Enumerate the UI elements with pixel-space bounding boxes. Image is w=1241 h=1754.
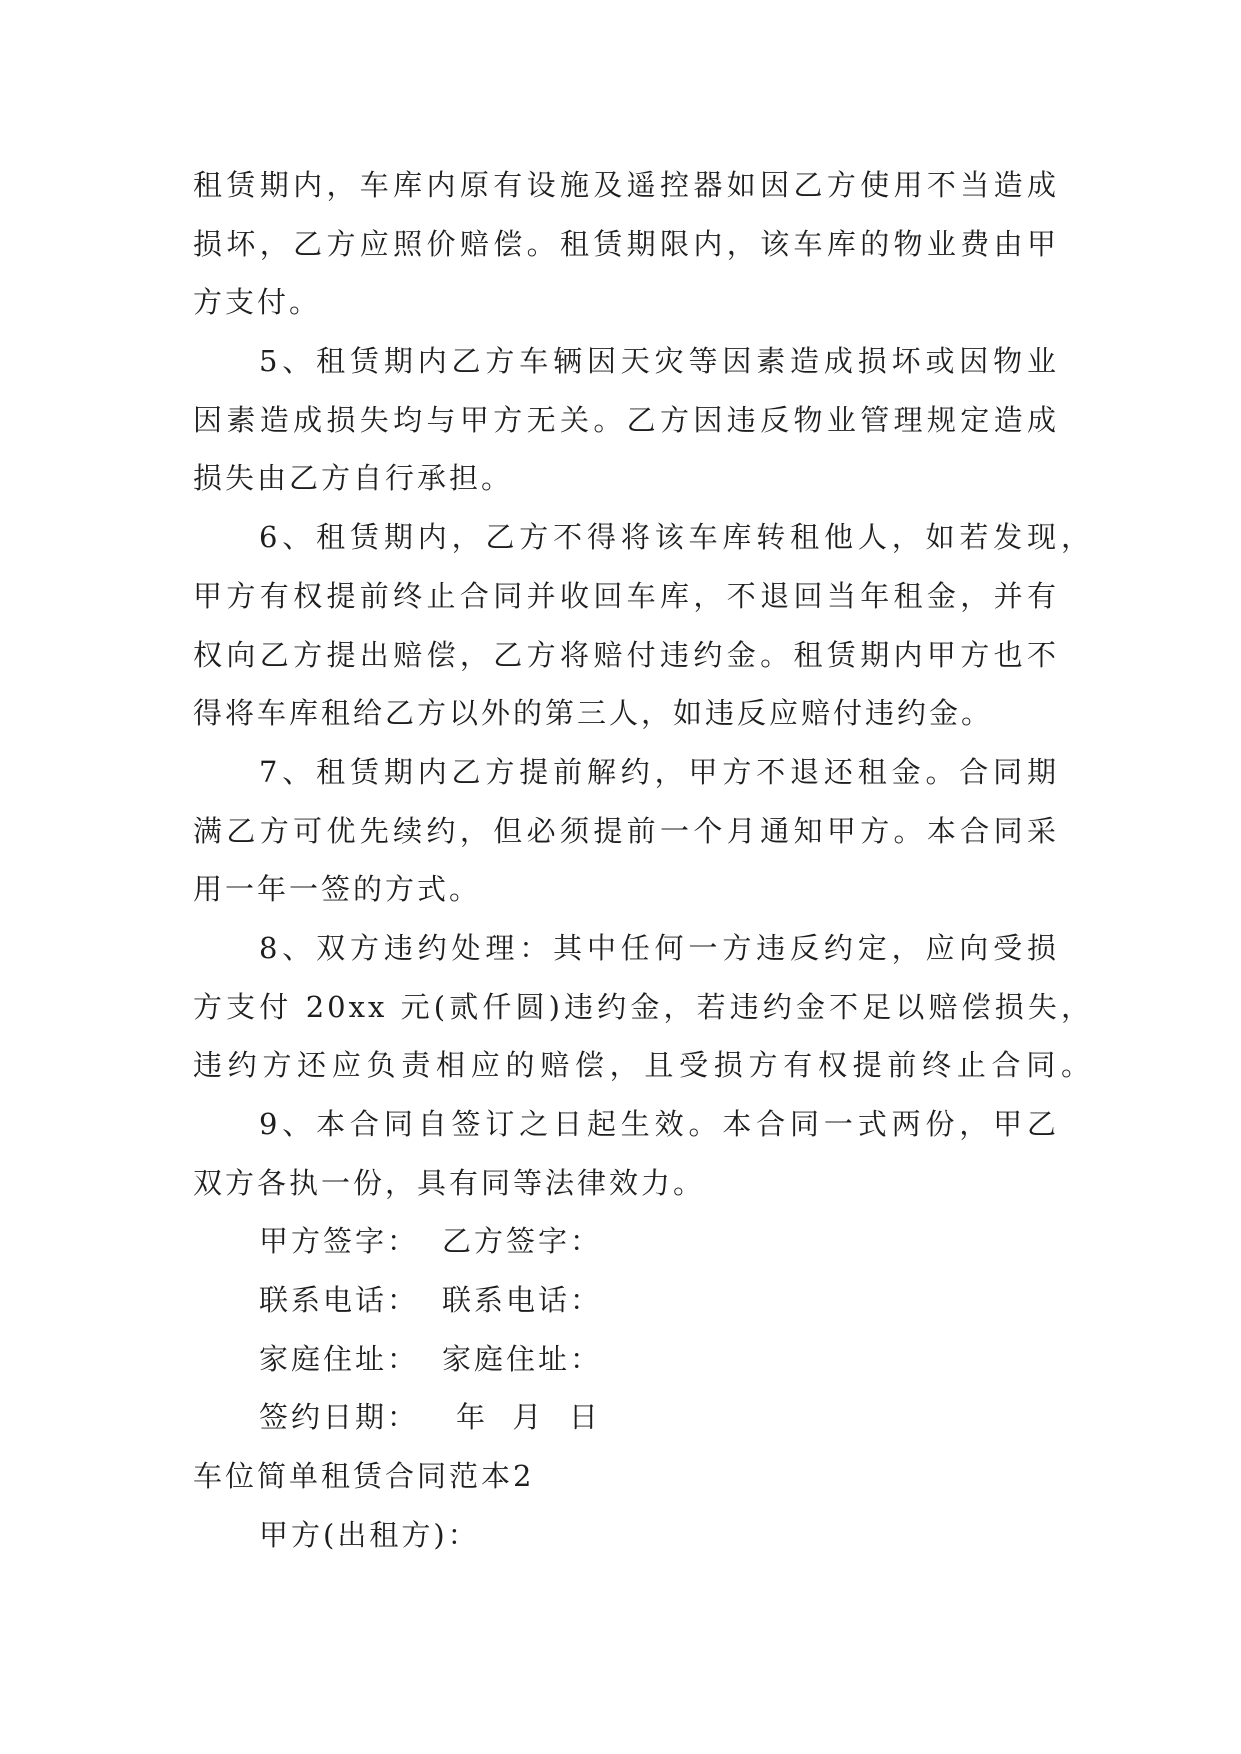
paragraph-line: 9、本合同自签订之日起生效。本合同一式两份，甲乙: [259, 1107, 1059, 1141]
section-title: 车位简单租赁合同范本2: [193, 1459, 535, 1494]
signature-row: [193, 1330, 1059, 1389]
clause-paragraph-9: [193, 1095, 1059, 1212]
paragraph-line: 6、租赁期内，乙方不得将该车库转租他人，如若发现，: [259, 520, 1093, 555]
paragraph-line: 损坏，乙方应照价赔偿。租赁期限内，该车库的物业费由甲: [193, 226, 1059, 261]
signature-row: [193, 1271, 1059, 1330]
paragraph-line: 损失由乙方自行承担。: [193, 461, 514, 496]
party-a-phone-label: 联系电话：: [259, 1283, 420, 1318]
signature-row: [193, 1388, 1059, 1447]
paragraph-line: 双方各执一份，具有同等法律效力。: [193, 1165, 706, 1200]
paragraph-line: 8、双方违约处理：其中任何一方违反约定，应向受损: [259, 930, 1059, 965]
paragraph-line: 违约方还应负责相应的赔偿，且受损方有权提前终止合同。: [193, 1048, 1093, 1083]
clause-paragraph-6: [193, 508, 1093, 743]
party-a-signature-label: 甲方签字：: [259, 1224, 420, 1259]
signing-date-label: 签约日期：: [259, 1400, 420, 1435]
party-a-address-label: 家庭住址：: [259, 1341, 420, 1376]
paragraph-line: 满乙方可优先续约，但必须提前一个月通知甲方。本合同采: [193, 813, 1059, 848]
party-b-address-label: 家庭住址：: [442, 1341, 603, 1376]
clause-paragraph-5: [193, 332, 1059, 508]
paragraph-line: 租赁期内，车库内原有设施及遥控器如因乙方使用不当造成: [193, 168, 1059, 202]
signing-date-value: 年 月 日: [456, 1400, 601, 1435]
paragraph-line: 方支付。: [193, 285, 322, 320]
paragraph-line: 甲方有权提前终止合同并收回车库，不退回当年租金，并有: [193, 578, 1059, 613]
paragraph-line: 方支付 20xx 元(贰仟圆)违约金，若违约金不足以赔偿损失，: [193, 989, 1093, 1024]
clause-paragraph-continuation: [193, 156, 1059, 332]
paragraph-line: 得将车库租给乙方以外的第三人，如违反应赔付违约金。: [193, 696, 994, 731]
party-a-lessor-line: 甲方(出租方)：: [259, 1517, 480, 1552]
clause-paragraph-7: [193, 743, 1059, 919]
document-page: [193, 156, 1093, 1565]
paragraph-line: 用一年一签的方式。: [193, 872, 482, 907]
paragraph-line: 7、租赁期内乙方提前解约，甲方不退还租金。合同期: [259, 754, 1059, 789]
party-b-phone-label: 联系电话：: [442, 1283, 603, 1318]
paragraph-line: 5、租赁期内乙方车辆因天灾等因素造成损坏或因物业: [259, 344, 1059, 379]
signature-block: [193, 1212, 1059, 1447]
clause-paragraph-8: [193, 919, 1093, 1095]
paragraph-line: 权向乙方提出赔偿，乙方将赔付违约金。租赁期内甲方也不: [193, 637, 1059, 672]
signature-row: [193, 1212, 1059, 1271]
paragraph-line: 因素造成损失均与甲方无关。乙方因违反物业管理规定造成: [193, 402, 1059, 437]
party-b-signature-label: 乙方签字：: [442, 1224, 603, 1259]
